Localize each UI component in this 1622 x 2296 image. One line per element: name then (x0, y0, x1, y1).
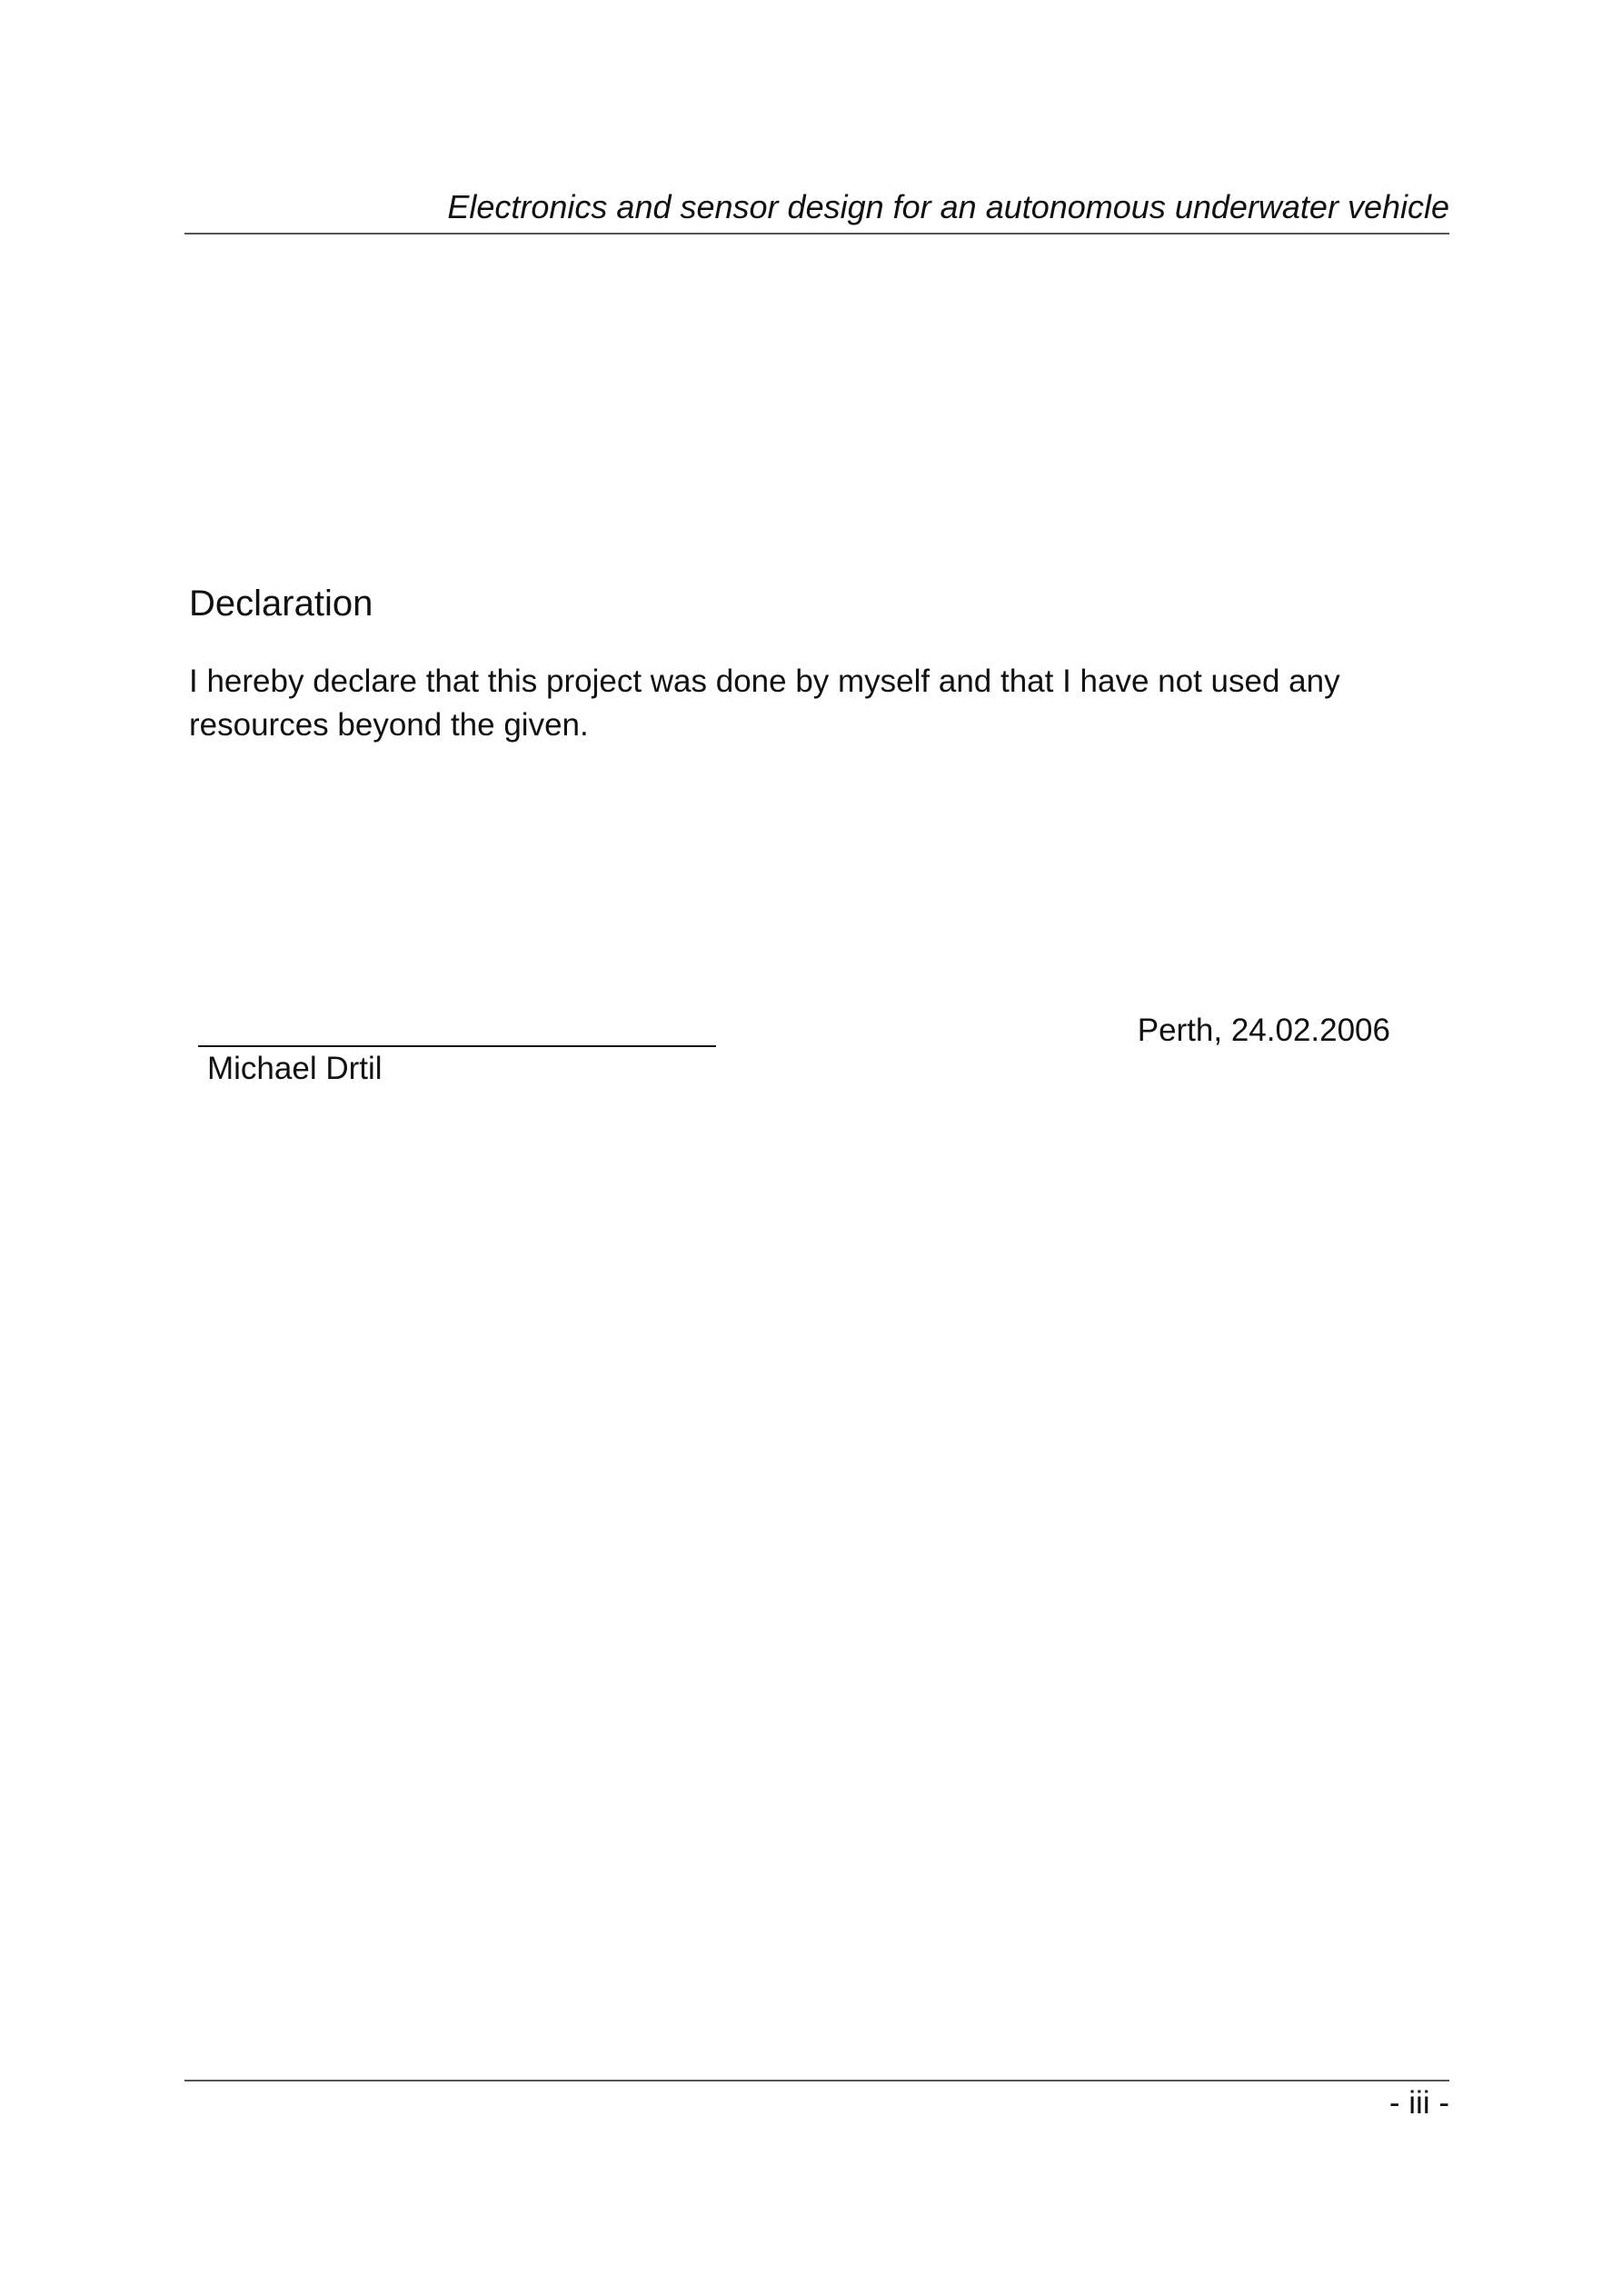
signer-name: Michael Drtil (207, 1051, 383, 1086)
header-rule (184, 233, 1449, 235)
running-header: Electronics and sensor design for an autonomous underwater vehicle (447, 188, 1449, 225)
section-title: Declaration (189, 584, 373, 624)
place-date: Perth, 24.02.2006 (1137, 1013, 1390, 1048)
signature-line (198, 1045, 716, 1047)
footer-rule (184, 2080, 1449, 2081)
declaration-text: I hereby declare that this project was done by myself and that I have not used any resources beyond the given. (189, 664, 1340, 743)
page-number: - iii - (1388, 2085, 1449, 2121)
